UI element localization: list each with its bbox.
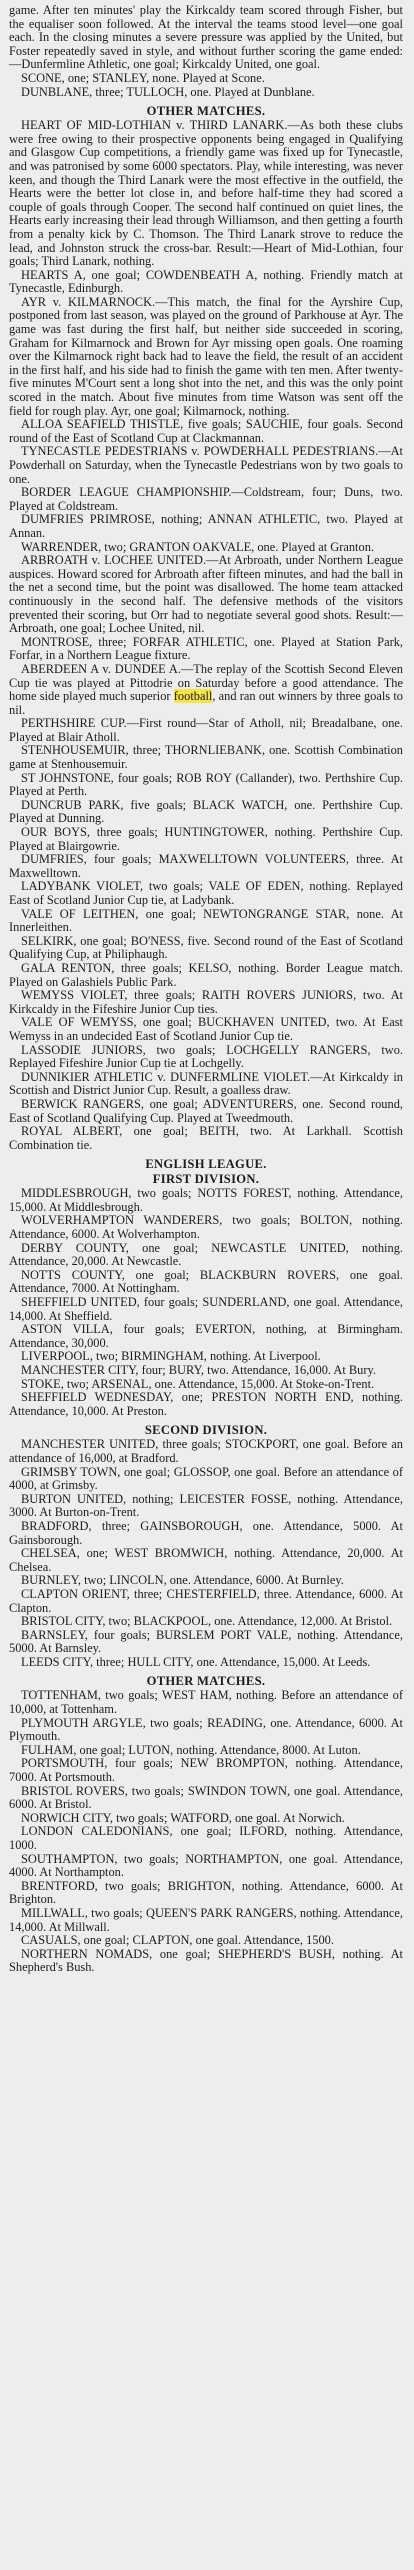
section-heading: FIRST DIVISION. [152, 1172, 260, 1187]
match-report: MONTROSE, three; FORFAR ATHLETIC, one. Played at Station Park, Forfar, in a Northern League fixture. [9, 634, 403, 663]
match-report: DERBY COUNTY, one goal; NEWCASTLE UNITED, nothing. Attendance, 20,000. At Newcastle. [9, 1240, 403, 1269]
match-report: ST JOHNSTONE, four goals; ROB ROY (Callander), two. Perthshire Cup. Played at Perth. [9, 770, 403, 799]
match-report: DUNNIKIER ATHLETIC v. DUNFERMLINE VIOLET.—At Kirkcaldy in Scottish and District Junior Cup. Result, a goalless draw. [9, 1069, 403, 1098]
match-report: SELKIRK, one goal; BO'NESS, five. Second round of the East of Scotland Qualifying Cup, at Philiphaugh. [9, 933, 403, 962]
match-report: PERTHSHIRE CUP.—First round—Star of Atholl, nil; Breadalbane, one. Played at Blair Atholl. [9, 716, 403, 744]
match-report: SHEFFIELD WEDNESDAY, one; PRESTON NORTH END, nothing. Attendance, 10,000. At Preston. [9, 1390, 403, 1418]
section-heading: SECOND DIVISION. [144, 1423, 268, 1438]
match-report: ROYAL ALBERT, one goal; BEITH, two. At Larkhall. Scottish Combination tie. [9, 1124, 403, 1152]
match-report: BARNSLEY, four goals; BURSLEM PORT VALE, nothing. Attendance, 5000. At Barnsley. [9, 1627, 403, 1656]
match-report: CHELSEA, one; WEST BROMWICH, nothing. Attendance, 20,000. At Chelsea. [9, 1546, 403, 1574]
match-report: DUMFRIES, four goals; MAXWELLTOWN VOLUNTEERS, three. At Maxwelltown. [9, 852, 403, 880]
match-report: NOTTS COUNTY, one goal; BLACKBURN ROVERS, one goal. Attendance, 7000. At Nottingham. [9, 1267, 403, 1296]
match-report: BRADFORD, three; GAINSBOROUGH, one. Attendance, 5000. At Gainsborough. [9, 1518, 403, 1547]
section-heading: OTHER MATCHES. [146, 104, 266, 119]
match-report: LEEDS CITY, three; HULL CITY, one. Attendance, 15,000. At Leeds. [21, 1654, 371, 1669]
match-report: DUNCRUB PARK, five goals; BLACK WATCH, one. Perthshire Cup. Played at Dunning. [9, 797, 403, 826]
match-report: BURNLEY, two; LINCOLN, one. Attendance, 6000. At Burnley. [21, 1573, 344, 1588]
match-report: SOUTHAMPTON, two goals; NORTHAMPTON, one goal. Attendance, 4000. At Northampton. [9, 1851, 403, 1880]
match-report: NORTHERN NOMADS, one goal; SHEPHERD'S BUSH, nothing. At Shepherd's Bush. [9, 1946, 403, 1975]
match-report: MILLWALL, two goals; QUEEN'S PARK RANGERS, nothing. Attendance, 14,000. At Millwall. [9, 1905, 403, 1934]
match-report: SHEFFIELD UNITED, four goals; SUNDERLAND, one goal. Attendance, 14,000. At Sheffield. [9, 1295, 403, 1323]
section-heading: OTHER MATCHES. [146, 1674, 266, 1689]
match-report: FULHAM, one goal; LUTON, nothing. Attendance, 8000. At Luton. [21, 1742, 361, 1757]
match-report: ARBROATH v. LOCHEE UNITED.—At Arbroath, under Northern League auspices. Howard scored for Arbroath after fifteen minutes, and had the ball in the net a second time, but the point was disallowed. The home team attacked continuously in the second half. The defensive methods of the visitors prevented their scoring, but Orr had to negotiate several good shots. Result:—Arbroath, one goal; Lochee United, nil. [9, 553, 403, 636]
match-report: TOTTENHAM, two goals; WEST HAM, nothing. Before an attendance of 10,000, at Tottenham. [9, 1688, 403, 1717]
sections-block [9, 104, 403, 1975]
intro-paragraph: SCONE, one; STANLEY, none. Played at Scone. [21, 70, 265, 85]
intro-paragraph: game. After ten minutes' play the Kirkcaldy team scored through Fisher, but the equaliser soon followed. At the interval the teams stood level—one goal each. In the closing minutes a severe pressure was applied by the United, but Foster repeatedly saved in style, and without further scoring the game ended:—Dunfermline Athletic, one goal; Kirkcaldy United, one goal. [9, 3, 403, 72]
match-report: VALE OF WEMYSS, one goal; BUCKHAVEN UNITED, two. At East Wemyss in an undecided East of Scotland Junior Cup tie. [9, 1015, 403, 1043]
match-report: ALLOA SEAFIELD THISTLE, five goals; SAUCHIE, four goals. Second round of the East of Scotland Cup at Clackmannan. [9, 417, 403, 445]
search-highlight: football [173, 689, 213, 704]
match-report: BORDER LEAGUE CHAMPIONSHIP.—Coldstream, four; Duns, two. Played at Coldstream. [9, 485, 403, 513]
match-report: NORWICH CITY, two goals; WATFORD, one goal. At Norwich. [21, 1810, 345, 1825]
match-report: MIDDLESBROUGH, two goals; NOTTS FOREST, nothing. Attendance, 15,000. At Middlesbrough. [9, 1186, 403, 1214]
match-report: OUR BOYS, three goals; HUNTINGTOWER, nothing. Perthshire Cup. Played at Blairgowrie. [9, 825, 403, 853]
match-report: CASUALS, one goal; CLAPTON, one goal. Attendance, 1500. [21, 1933, 334, 1948]
match-report: STENHOUSEMUIR, three; THORNLIEBANK, one. Scottish Combination game at Stenhousemuir. [9, 743, 403, 772]
match-report: LASSODIE JUNIORS, two goals; LOCHGELLY RANGERS, two. Replayed Fifeshire Junior Cup tie at Lochgelly. [9, 1042, 403, 1071]
match-report: WEMYSS VIOLET, three goals; RAITH ROVERS JUNIORS, two. At Kirkcaldy in the Fifeshire Junior Cup ties. [9, 988, 403, 1016]
section-heading: ENGLISH LEAGUE. [145, 1157, 267, 1172]
match-report: HEART OF MID-LOTHIAN v. THIRD LANARK.—As both these clubs were free owing to their prospective opponents being engaged in Qualifying and Glasgow Cup competitions, a friendly game was fixed up for Tynecastle, and was patronised by some 6000 spectators. Play, while interesting, was never keen, and though the Third Lanark were the most effective in the outfield, the Hearts were the better lot close in, and before half-time they had scored a couple of goals through Cooper. The second half continued on quiet lines, the Hearts early increasing their lead through Williamson, and then getting a fourth from a penalty kick by C. Thomson. The Third Lanark strove to reduce the lead, and Johnston struck the cross-bar. Result:—Heart of Mid-Lothian, four goals; Third Lanark, nothing. [9, 118, 403, 269]
intro-block [9, 4, 403, 99]
match-report: ASTON VILLA, four goals; EVERTON, nothing, at Birmingham. Attendance, 30,000. [9, 1322, 403, 1350]
intro-paragraph: DUNBLANE, three; TULLOCH, one. Played at Dunblane. [21, 84, 315, 99]
match-report: DUMFRIES PRIMROSE, nothing; ANNAN ATHLETIC, two. Played at Annan. [9, 512, 403, 540]
match-report: LIVERPOOL, two; BIRMINGHAM, nothing. At Liverpool. [21, 1349, 321, 1364]
match-report: PLYMOUTH ARGYLE, two goals; READING, one. Attendance, 6000. At Plymouth. [9, 1715, 403, 1744]
match-report: MANCHESTER CITY, four; BURY, two. Attendance, 16,000. At Bury. [21, 1363, 376, 1377]
match-report: LADYBANK VIOLET, two goals; VALE OF EDEN, nothing. Replayed East of Scotland Junior Cup tie, at Ladybank. [9, 879, 403, 907]
match-report: BRISTOL CITY, two; BLACKPOOL, one. Attendance, 12,000. At Bristol. [21, 1614, 393, 1629]
match-report: WOLVERHAMPTON WANDERERS, two goals; BOLTON, nothing. Attendance, 6000. At Wolverhampton. [9, 1213, 403, 1242]
match-report: ABERDEEN A v. DUNDEE A.—The replay of the Scottish Second Eleven Cup tie was played at Pittodrie on Saturday before a good attendance. The home side played much superior football, and ran out winners by three goals to nil. [9, 661, 403, 717]
match-report: TYNECASTLE PEDESTRIANS v. POWDERHALL PEDESTRIANS.—At Powderhall on Saturday, when the Tynecastle Pedestrians won by two goals to one. [9, 444, 403, 486]
match-report: BRENTFORD, two goals; BRIGHTON, nothing. Attendance, 6000. At Brighton. [9, 1878, 403, 1907]
match-report: CLAPTON ORIENT, three; CHESTERFIELD, three. Attendance, 6000. At Clapton. [9, 1586, 403, 1615]
match-report: BERWICK RANGERS, one goal; ADVENTURERS, one. Second round, East of Scotland Qualifying Cup. Played at Tweedmouth. [9, 1096, 403, 1125]
match-report: PORTSMOUTH, four goals; NEW BROMPTON, nothing. Attendance, 7000. At Portsmouth. [9, 1756, 403, 1785]
match-report: LONDON CALEDONIANS, one goal; ILFORD, nothing. Attendance, 1000. [9, 1824, 403, 1852]
match-report: WARRENDER, two; GRANTON OAKVALE, one. Played at Granton. [21, 539, 374, 554]
match-report: MANCHESTER UNITED, three goals; STOCKPORT, one goal. Before an attendance of 16,000, at Bradford. [9, 1437, 403, 1465]
match-report: STOKE, two; ARSENAL, one. Attendance, 15,000. At Stoke-on-Trent. [21, 1376, 375, 1391]
match-report: GRIMSBY TOWN, one goal; GLOSSOP, one goal. Before an attendance of 4000, at Grimsby. [9, 1464, 403, 1493]
match-report: HEARTS A, one goal; COWDENBEATH A, nothing. Friendly match at Tynecastle, Edinburgh. [9, 267, 403, 296]
match-report: BRISTOL ROVERS, two goals; SWINDON TOWN, one goal. Attendance, 6000. At Bristol. [9, 1783, 403, 1812]
match-report: VALE OF LEITHEN, one goal; NEWTONGRANGE STAR, none. At Innerleithen. [9, 906, 403, 935]
match-report: GALA RENTON, three goals; KELSO, nothing. Border League match. Played on Galashiels Public Park. [9, 960, 403, 989]
match-report: BURTON UNITED, nothing; LEICESTER FOSSE, nothing. Attendance, 3000. At Burton-on-Trent. [9, 1491, 403, 1520]
match-report: AYR v. KILMARNOCK.—This match, the final for the Ayrshire Cup, postponed from last season, was played on the ground of Parkhouse at Ayr. The game was fast during the first half, but neither side succeeded in scoring, Graham for Kilmarnock and Brown for Ayr missing open goals. One roaming over the Kilmarnock right back had to leave the field, the result of an accident in the first half, and his side had to finish the game with ten men. After twenty-five minutes M'Court sent a long shot into the net, and this was the only point scored in the match. About five minutes from time Watson was sent off the field for rough play. Ayr, one goal; Kilmarnock, nothing. [9, 294, 403, 418]
